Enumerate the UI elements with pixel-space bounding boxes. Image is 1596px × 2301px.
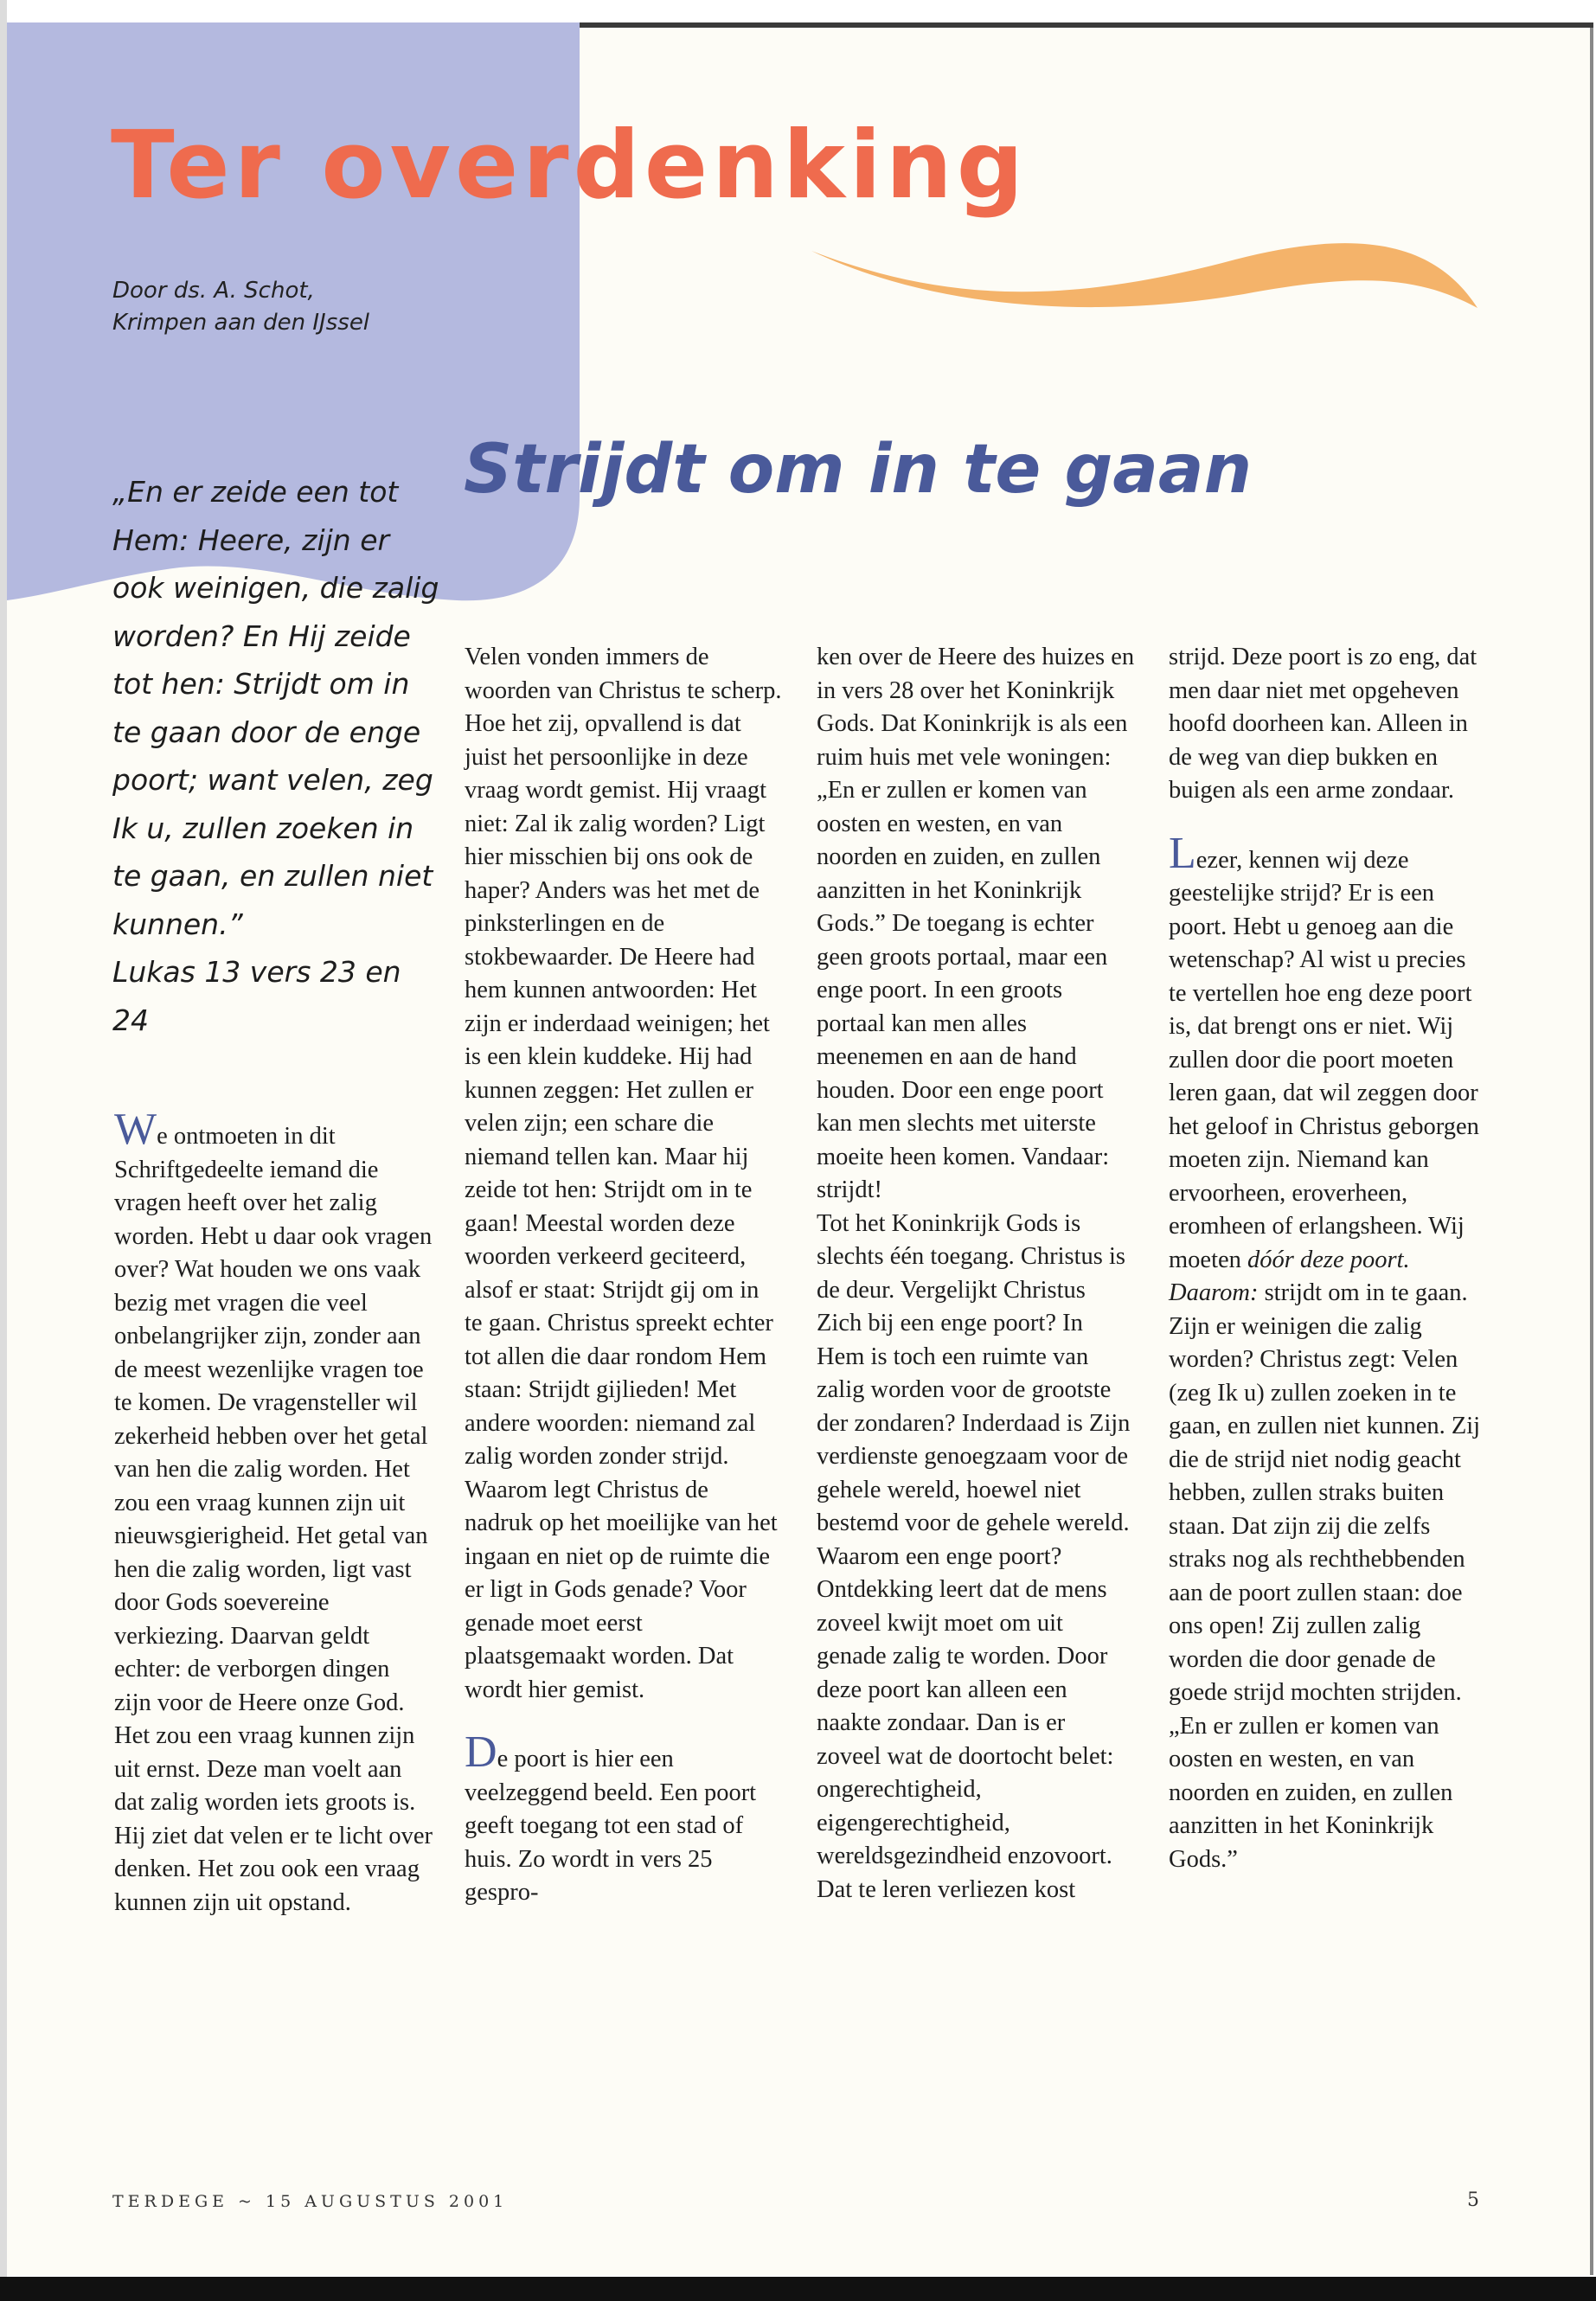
column-1 (114, 1105, 433, 1920)
column-4 (1169, 641, 1487, 1876)
paragraph: ken over de Heere des huizes en in vers 28 over het Koninkrijk Gods. Dat Koninkrijk is als een ruim huis met vele woningen: „En er zullen er komen van oosten en westen, en van noorden en zuiden, en zullen aanzitten in het Koninkrijk Gods.” De toegang is echter geen groots portaal, maar een enge poort. In een groots portaal kan men alles meenemen en aan de hand houden. Door een enge poort kan men slechts met uiterste moeite heen komen. Vandaar: strijdt! (817, 644, 1135, 1203)
scan-bottom-edge (0, 2277, 1596, 2301)
paragraph: „En er zullen er komen van oosten en westen, en van noorden en zuiden, en zullen aanzitten in het Koninkrijk Gods.” (1169, 1712, 1453, 1873)
paragraph: Waarom legt Christus de nadruk op het moeilijke van het ingaan en niet op de ruimte die er ligt in Gods genade? Voor genade moet eerst plaatsgemaakt worden. Dat wordt hier gemist. (465, 1476, 778, 1703)
paragraph: strijd. Deze poort is zo eng, dat men daar niet met opgeheven hoofd doorheen kan. Alleen in de weg van diep bukken en buigen als een arme zondaar. (1169, 644, 1477, 804)
quote-text: „En er zeide een tot Hem: Heere, zijn er ook weinigen, die zalig worden? En Hij zeide tot hen: Strijdt om in te gaan door de enge poort; want velen, zeg Ik u, zullen zoeken in te gaan, en zullen niet kunnen.” (112, 475, 439, 941)
paragraph (114, 1105, 433, 1920)
paragraph-text: e poort is hier een veelzeggend beeld. Een poort geeft toegang tot een stad of huis. Zo wordt in vers 25 gespro- (465, 1746, 757, 1906)
footer-publication: TERDEGE ~ 15 AUGUSTUS 2001 (112, 2192, 509, 2211)
author-byline (112, 275, 369, 339)
article-title: Strijdt om in te gaan (464, 431, 1253, 509)
quote-reference: Lukas 13 vers 23 en 24 (112, 955, 401, 1037)
scan-edge (0, 0, 7, 2277)
paragraph: Tot het Koninkrijk Gods is slechts één toegang. Christus is de deur. Vergelijkt Christus Zich bij een enge poort? In Hem is toch een ruimte van zalig worden voor de grootste der zondaren? Inderdaad is Zijn verdienste genoegzaam voor de gehele wereld, hoewel niet bestemd voor de gehele wereld. (817, 1209, 1131, 1536)
page-number: 5 (1467, 2189, 1479, 2211)
paragraph-text: strijdt om in te gaan. (1264, 1279, 1468, 1306)
paragraph (465, 1727, 783, 1910)
emphasized-text: dóór deze poort. Daarom: (1169, 1246, 1410, 1306)
drop-cap: W (114, 1105, 157, 1154)
paragraph (1169, 828, 1487, 1311)
column-2 (465, 641, 783, 1910)
paragraph-text: ezer, kennen wij deze geestelijke strijd? Er is een poort. Hebt u genoeg aan die wetenschap? Al wist u precies te vertellen hoe eng deze poort is, dat brengt ons er niet. Wij zullen door die poort moeten leren gaan, dat wil zeggen door het geloof in Christus geborgen moeten zijn. Niemand kan ervoorheen, eroverheen, eromheen of erlangsheen. Wij moeten (1169, 846, 1479, 1273)
magazine-page (7, 22, 1593, 2275)
column-3 (817, 641, 1135, 1907)
author-name: Door ds. A. Schot, (112, 278, 315, 304)
scripture-quote (112, 468, 441, 1044)
paragraph: Zijn er weinigen die zalig worden? Christus zegt: Velen (zeg Ik u) zullen zoeken in te gaan, en zullen niet kunnen. Zij die de strijd niet nodig geacht hebben, zullen straks buiten staan. Dat zijn zij die zelfs straks nog als rechthebbenden aan de poort zullen staan: doe ons open! Zij zullen zalig worden die door genade de goede strijd mochten strijden. (1169, 1312, 1481, 1706)
drop-cap: D (465, 1727, 497, 1777)
paragraph-text: e ontmoeten in dit Schriftgedeelte iemand die vragen heeft over het zalig worden. Hebt u daar ook vragen over? Wat houden we ons vaak bezig met vragen die veel onbelangrijker zijn, zonder aan de meest wezenlijke vragen toe te komen. De vragensteller wil zekerheid hebben over het getal van hen die zalig worden. Het zou een vraag kunnen zijn uit nieuwsgierigheid. Het getal van hen die zalig worden, ligt vast door Gods soevereine verkiezing. Daarvan geldt echter: de verborgen dingen zijn voor de Heere onze God. Het zou een vraag kunnen zijn uit ernst. Deze man voelt aan dat zalig worden iets groots is. Hij ziet dat velen er te licht over denken. Het zou ook een vraag kunnen zijn uit opstand. (114, 1123, 433, 1916)
orange-swoosh-shape (811, 243, 1477, 308)
section-title: Ter overdenking (111, 112, 1029, 220)
paragraph: Waarom een enge poort? Ontdekking leert dat de mens zoveel kwijt moet om uit genade zalig te worden. Door deze poort kan alleen een naakte zondaar. Dan is er zoveel wat de doortocht belet: ongerechtigheid, eigengerechtigheid, wereldsgezindheid enzovoort. Dat te leren verliezen kost (817, 1542, 1114, 1903)
paragraph: Velen vonden immers de woorden van Christus te scherp. Hoe het zij, opvallend is dat juist het persoonlijke in deze vraag wordt gemist. Hij vraagt niet: Zal ik zalig worden? Ligt hier misschien bij ons ook de haper? Anders was het met de pinksterlingen en de stokbewaarder. De Heere had hem kunnen antwoorden: Het zijn er inderdaad weinigen; het is een klein kuddeke. Hij had kunnen zeggen: Het zullen er velen zijn; een schare die niemand tellen kan. Maar hij zeide tot hen: Strijdt om in te gaan! Meestal worden deze woorden verkeerd geciteerd, alsof er staat: Strijdt gij om in te gaan. Christus spreekt echter tot allen die daar rondom Hem staan: Strijdt gijlieden! Met andere woorden: niemand zal zalig worden zonder strijd. (465, 644, 782, 1470)
author-location: Krimpen aan den IJssel (112, 310, 370, 336)
drop-cap: L (1169, 828, 1196, 878)
